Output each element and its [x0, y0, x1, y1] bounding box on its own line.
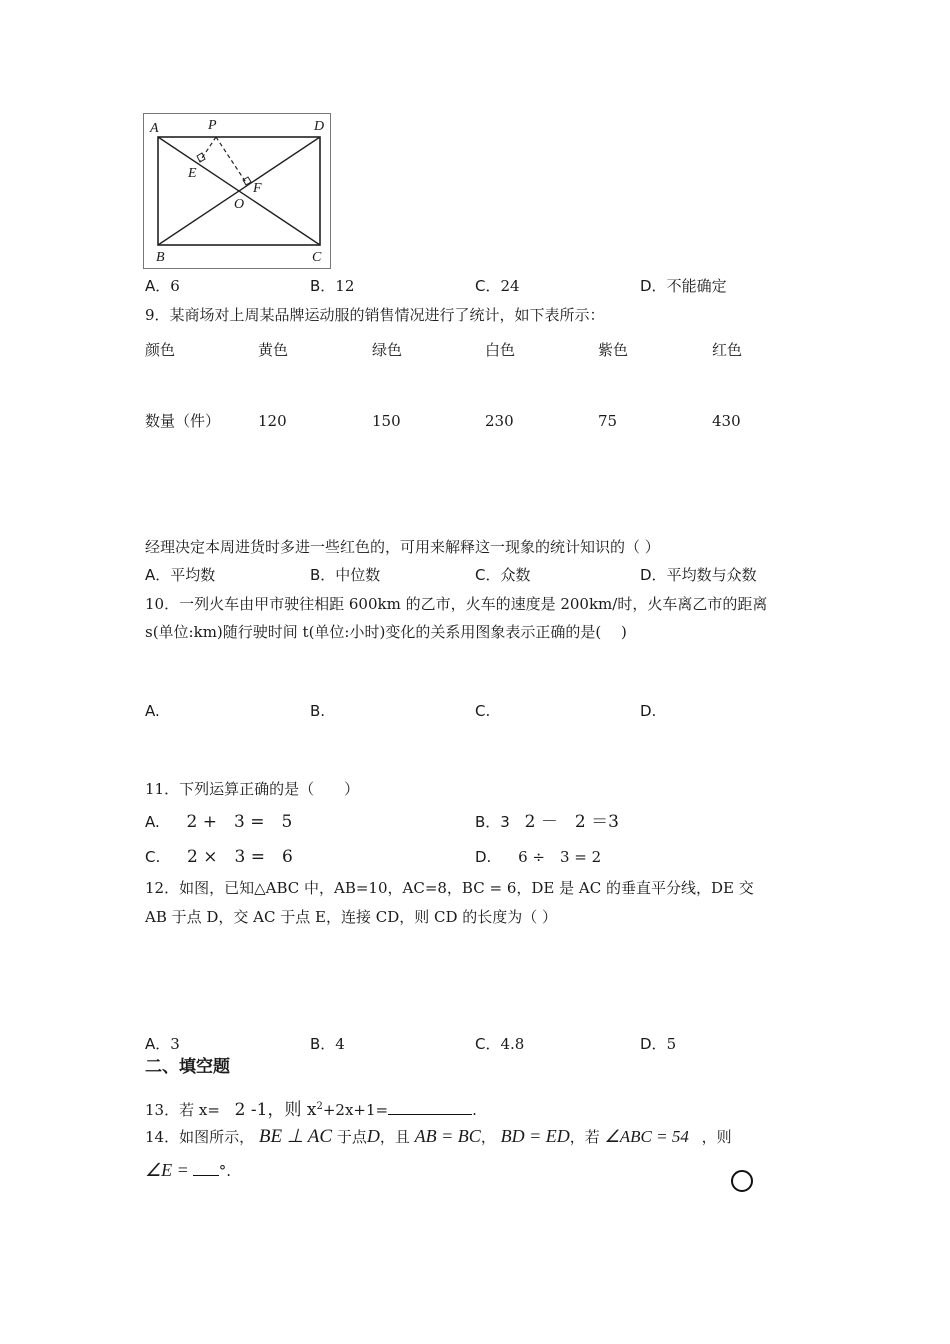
q8-option-b[interactable]: B．12: [310, 277, 355, 295]
q9-option-b[interactable]: B．中位数: [310, 566, 381, 584]
table-cell-red: 430: [712, 412, 741, 430]
q8-option-a[interactable]: A．6: [145, 277, 180, 295]
label-a: A: [150, 121, 159, 136]
q9-question: 经理决定本周进货时多进一些红色的，可用来解释这一现象的统计知识的（ ）: [145, 538, 660, 556]
table-header-white: 白色: [485, 341, 516, 359]
q11-stem: 11．下列运算正确的是（ ）: [145, 780, 360, 798]
q9-option-a[interactable]: A．平均数: [145, 566, 216, 584]
label-o: O: [234, 197, 245, 212]
q11-option-b[interactable]: B．3 2 － 2 ＝3: [475, 812, 619, 832]
label-c: C: [312, 250, 322, 265]
table-header-color: 颜色: [145, 341, 176, 359]
q10-option-c[interactable]: C.: [475, 702, 491, 720]
q9-stem: 9．某商场对上周某品牌运动服的销售情况进行了统计，如下表所示：: [145, 306, 605, 324]
q12-option-d[interactable]: D．5: [640, 1035, 677, 1053]
label-b: B: [156, 250, 165, 265]
q11-option-a[interactable]: A. 2 + 3 = 5: [145, 812, 293, 832]
q10-option-a[interactable]: A.: [145, 702, 160, 720]
circle-mark-icon: [731, 1170, 753, 1192]
section-title: 二、填空题: [145, 1057, 230, 1077]
q12-line2: AB 于点 D，交 AC 于点 E，连接 CD，则 CD 的长度为（ ）: [145, 908, 558, 926]
q8-option-c[interactable]: C．24: [475, 277, 520, 295]
q13: 13．若 x= 2 -1，则 $x^2+2x+1=$ .: [145, 1100, 477, 1120]
table-header-red: 红色: [712, 341, 743, 359]
q11-option-d[interactable]: D. 6 ÷ 3 = 2: [475, 848, 602, 866]
q10-line2: s(单位:km)随行驶时间 t(单位:小时)变化的关系用图象表示正确的是( ): [145, 623, 627, 641]
label-p: P: [208, 118, 217, 133]
rectangle-figure: [143, 113, 331, 269]
table-cell-green: 150: [372, 412, 401, 430]
table-header-green: 绿色: [372, 341, 403, 359]
table-header-yellow: 黄色: [258, 341, 289, 359]
segment-pe: [200, 137, 216, 161]
q10-option-b[interactable]: B.: [310, 702, 326, 720]
q14-answer-blank[interactable]: [193, 1175, 219, 1176]
q12-option-a[interactable]: A．3: [145, 1035, 180, 1053]
label-f: F: [253, 181, 262, 196]
rectangle-diagram: [144, 114, 330, 268]
q12-line1: 12．如图，已知△ABC 中，AB=10，AC=8，BC = 6，DE 是 AC 的垂直平分线，DE 交: [145, 879, 754, 897]
q10-option-d[interactable]: D.: [640, 702, 657, 720]
label-d: D: [314, 119, 325, 134]
q11-option-c[interactable]: C. 2 × 3 = 6: [145, 847, 293, 867]
q14-line2: ∠E = °.: [145, 1160, 232, 1180]
table-cell-white: 230: [485, 412, 514, 430]
q8-option-d[interactable]: D．不能确定: [640, 277, 727, 295]
q12-option-c[interactable]: C．4.8: [475, 1035, 525, 1053]
q10-line1: 10．一列火车由甲市驶往相距 600km 的乙市，火车的速度是 200km/时，火车离乙市的距离: [145, 595, 768, 613]
segment-pf: [216, 137, 247, 184]
q12-option-b[interactable]: B．4: [310, 1035, 345, 1053]
table-header-purple: 紫色: [598, 341, 629, 359]
table-cell-yellow: 120: [258, 412, 287, 430]
table-cell-purple: 75: [598, 412, 618, 430]
q14-line1: 14．如图所示， BE ⊥ AC 于点D，且 AB = BC， BD = ED，若 ∠ABC = 54 ，则: [145, 1126, 732, 1147]
q9-option-d[interactable]: D．平均数与众数: [640, 566, 757, 584]
table-cell-quantity-label: 数量（件）: [145, 412, 221, 430]
q9-option-c[interactable]: C．众数: [475, 566, 531, 584]
q13-answer-blank[interactable]: [388, 1114, 472, 1115]
label-e: E: [188, 166, 197, 181]
